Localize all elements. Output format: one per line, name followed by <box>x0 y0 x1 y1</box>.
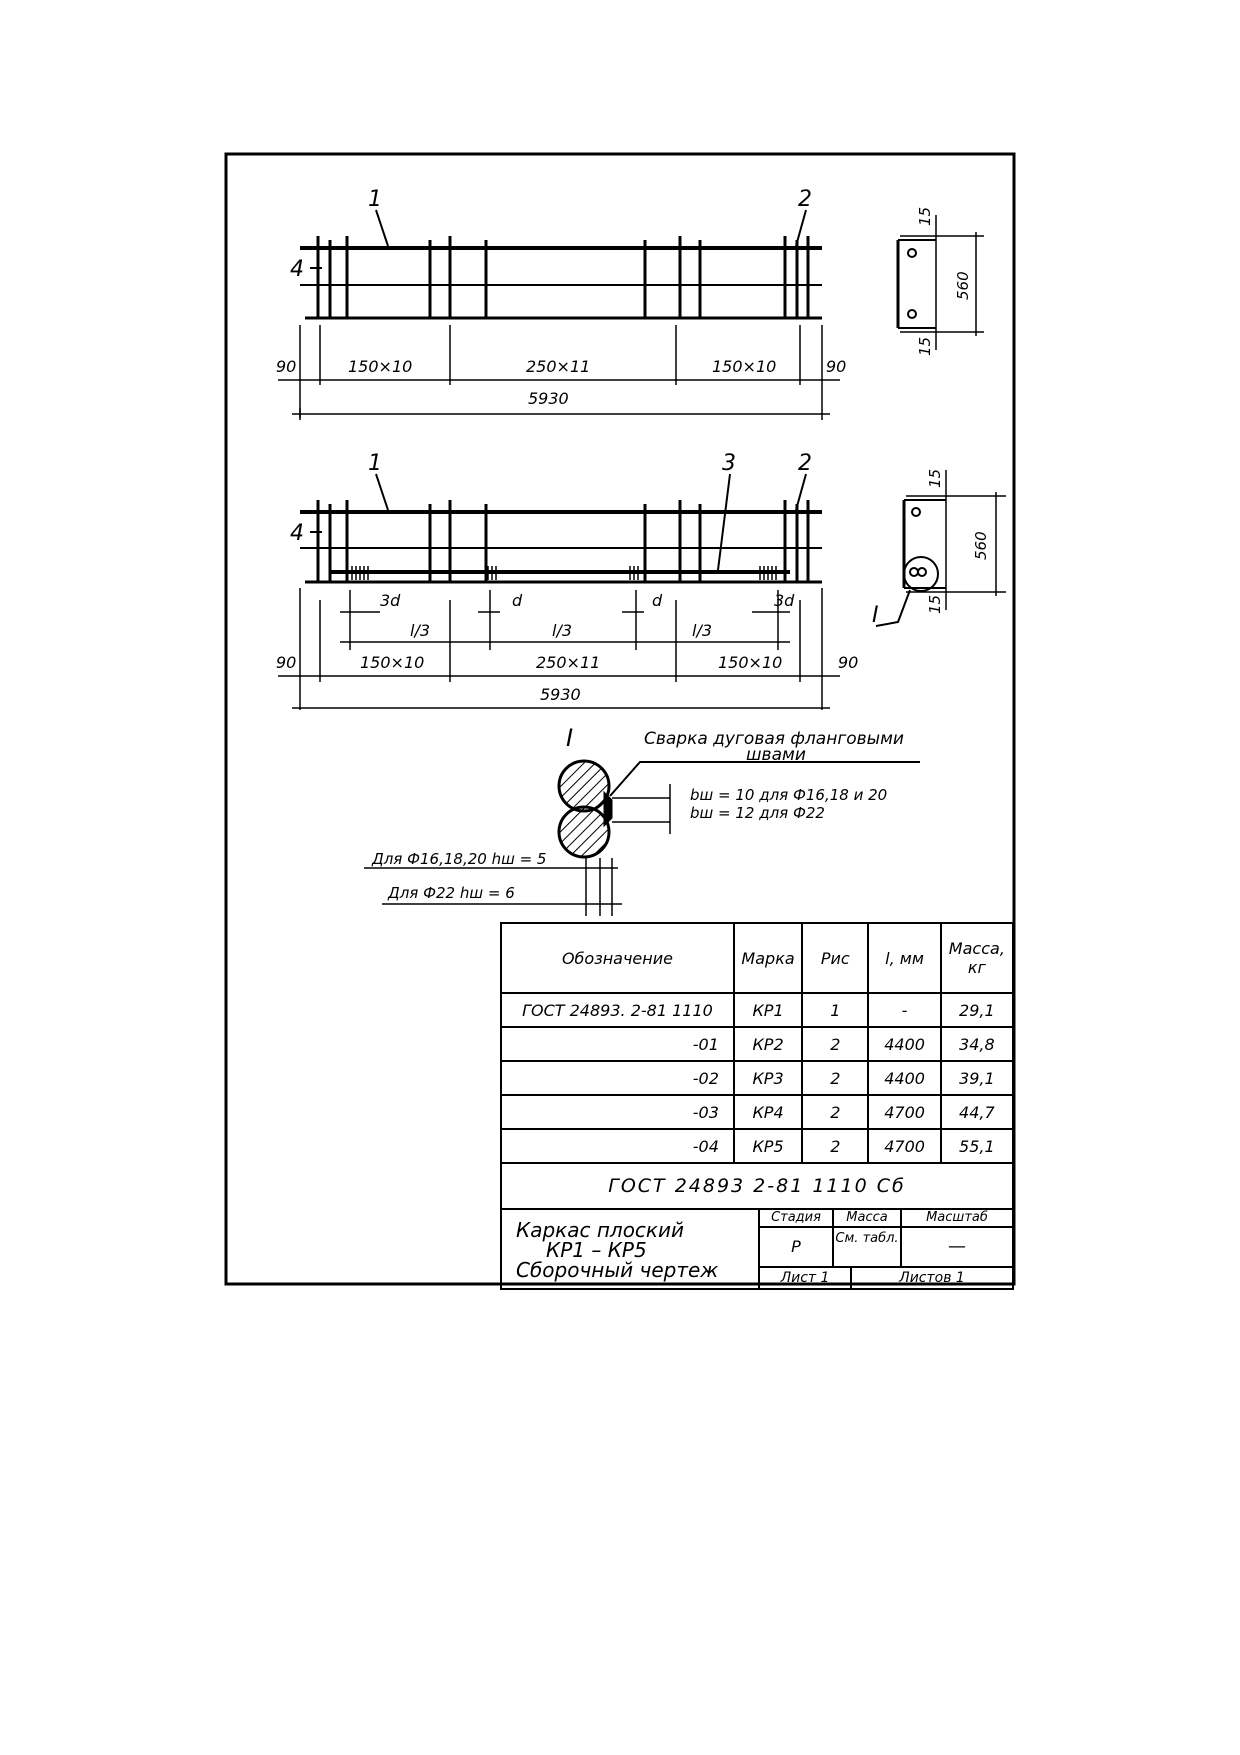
fig1-dim-total: 5930 <box>528 389 569 408</box>
spec-header-fig: Рис <box>802 923 868 993</box>
fig2-dim-left-end: 90 <box>276 653 297 672</box>
sheet-label: Лист 1 <box>760 1268 852 1288</box>
spec-header-row <box>501 923 1013 993</box>
document-code: ГОСТ 24893 2-81 1110 Сб <box>500 1164 1014 1210</box>
spec-cell-mark: КР5 <box>734 1129 802 1163</box>
mass-value: См. табл. <box>834 1228 902 1266</box>
detail-hw-5: Для Ф16,18,20 hш = 5 <box>372 850 547 868</box>
fig2-dim-total: 5930 <box>540 685 581 704</box>
section1-dim-top: 15 <box>916 206 934 226</box>
drawing-title-line-2: КР1 – КР5 <box>546 1238 647 1262</box>
scale-value: — <box>948 1236 966 1257</box>
fig2-third-2: l/3 <box>552 621 573 640</box>
drawing-title <box>502 1210 760 1288</box>
spec-cell-length: 4700 <box>868 1095 940 1129</box>
mass-label: Масса <box>834 1210 902 1226</box>
spec-cell-length: - <box>868 993 940 1027</box>
fig2-callout-1: 1 <box>368 451 382 476</box>
title-block-area <box>500 922 1014 1284</box>
detail-weld-title-1: Сварка дуговая фланговыми <box>644 729 904 749</box>
fig2-third-3: l/3 <box>692 621 713 640</box>
sheets-label: Листов 1 <box>899 1270 965 1286</box>
spec-cell-fig: 2 <box>802 1095 868 1129</box>
detail-hw-6: Для Ф22 hш = 6 <box>388 884 515 902</box>
spec-cell-mark: КР4 <box>734 1095 802 1129</box>
spec-cell-fig: 2 <box>802 1129 868 1163</box>
drawing-title-line-1: Каркас плоский <box>516 1218 685 1242</box>
spec-cell-length: 4400 <box>868 1061 940 1095</box>
detail-bw-12: bш = 12 для Ф22 <box>690 804 825 822</box>
section2-dim-bottom: 15 <box>926 594 944 614</box>
spec-cell-mark: КР2 <box>734 1027 802 1061</box>
detail-mark: I <box>566 724 574 752</box>
fig2-dim-zone-mid: 250×11 <box>536 653 601 672</box>
fig1-dim-left-end: 90 <box>276 357 297 376</box>
spec-cell-mass: 55,1 <box>941 1129 1013 1163</box>
spec-cell-designation: -03 <box>501 1095 734 1129</box>
spec-cell-fig: 2 <box>802 1027 868 1061</box>
scale-label: Масштаб <box>926 1210 988 1225</box>
fig2-weld-d-right: d <box>652 591 663 610</box>
spec-cell-length: 4400 <box>868 1027 940 1061</box>
spec-cell-designation: -01 <box>501 1027 734 1061</box>
fig1-dim-zone-mid: 250×11 <box>526 357 591 376</box>
table-row <box>501 993 1013 1027</box>
spec-cell-length: 4700 <box>868 1129 940 1163</box>
spec-cell-fig: 2 <box>802 1061 868 1095</box>
table-row <box>501 1061 1013 1095</box>
spec-cell-designation: ГОСТ 24893. 2-81 1110 <box>501 993 734 1027</box>
fig1-callout-1: 1 <box>368 187 382 212</box>
title-block-fields <box>760 1210 1012 1288</box>
spec-cell-designation: -02 <box>501 1061 734 1095</box>
fig2-callout-2: 2 <box>798 451 812 476</box>
spec-header-length: l, мм <box>868 923 940 993</box>
spec-cell-mass: 34,8 <box>941 1027 1013 1061</box>
fig2-dim-zone-right: 150×10 <box>718 653 783 672</box>
spec-header-designation: Обозначение <box>501 923 734 993</box>
spec-cell-designation: -04 <box>501 1129 734 1163</box>
fig2-weld-d-left: d <box>512 591 523 610</box>
fig2-third-1: l/3 <box>410 621 431 640</box>
fig2-callout-3: 3 <box>722 451 736 476</box>
fig2-dim-right-end: 90 <box>838 653 859 672</box>
section2-detail-mark: I <box>872 603 879 628</box>
table-row <box>501 1129 1013 1163</box>
fig1-callout-4: 4 <box>290 257 304 282</box>
spec-header-mark: Марка <box>734 923 802 993</box>
detail-bw-10: bш = 10 для Ф16,18 и 20 <box>690 786 888 804</box>
specification-table <box>500 922 1014 1164</box>
figure-2 <box>278 474 840 710</box>
fig2-dim-zone-left: 150×10 <box>360 653 425 672</box>
fig2-weld-3d-right: 3d <box>774 591 795 610</box>
title-block <box>500 1210 1014 1290</box>
spec-cell-fig: 1 <box>802 993 868 1027</box>
section1-dim-bottom: 15 <box>916 336 934 356</box>
fig2-weld-3d-left: 3d <box>380 591 401 610</box>
fig1-dim-zone-left: 150×10 <box>348 357 413 376</box>
fig1-callout-2: 2 <box>798 187 812 212</box>
drawing-title-line-3: Сборочный чертеж <box>516 1258 719 1282</box>
stage-label: Стадия <box>760 1210 834 1226</box>
table-row <box>501 1027 1013 1061</box>
section1-dim-height: 560 <box>954 271 972 300</box>
section2-dim-top: 15 <box>926 468 944 488</box>
spec-cell-mark: КР1 <box>734 993 802 1027</box>
stage-value: Р <box>760 1228 834 1266</box>
spec-cell-mark: КР3 <box>734 1061 802 1095</box>
spec-cell-mass: 44,7 <box>941 1095 1013 1129</box>
section2-dim-height: 560 <box>972 531 990 560</box>
fig2-callout-4: 4 <box>290 521 304 546</box>
table-row <box>501 1095 1013 1129</box>
spec-cell-mass: 39,1 <box>941 1061 1013 1095</box>
fig1-dim-zone-right: 150×10 <box>712 357 777 376</box>
spec-cell-mass: 29,1 <box>941 993 1013 1027</box>
spec-header-mass: Масса, кг <box>941 923 1013 993</box>
fig1-dim-right-end: 90 <box>826 357 847 376</box>
detail-weld-title-2: швами <box>746 745 806 765</box>
